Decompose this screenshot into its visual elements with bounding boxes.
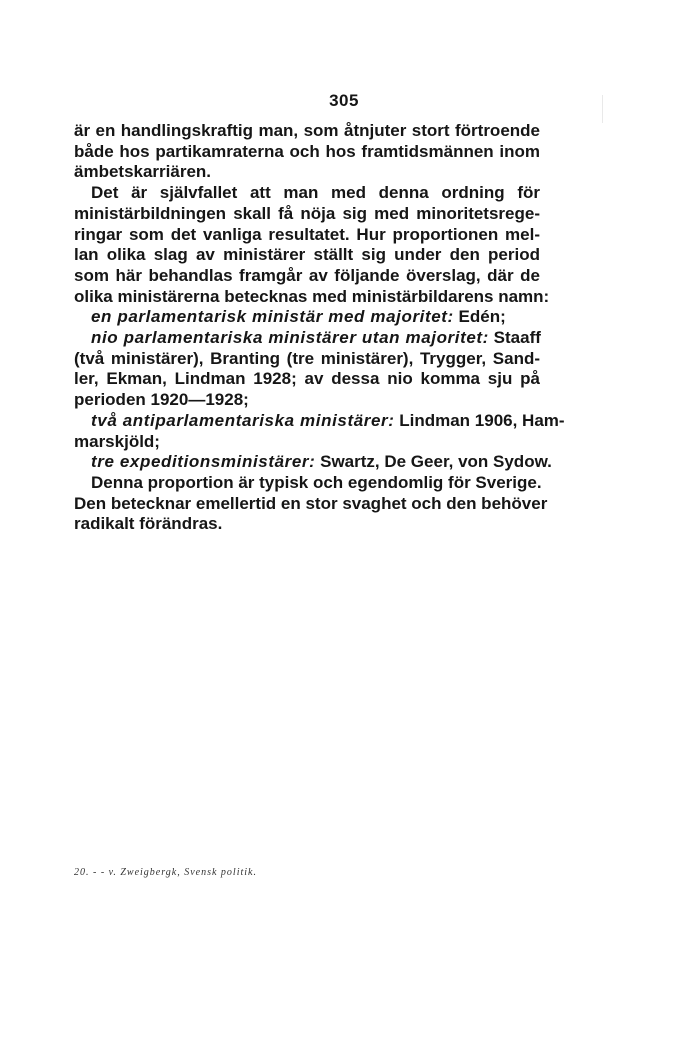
text-span: både hos partikamraterna och hos framtidsmännen inom — [74, 141, 540, 161]
text-line — [74, 142, 540, 163]
text-span: radikalt förändras. — [74, 514, 223, 534]
text-line — [74, 452, 552, 473]
text-line — [74, 369, 540, 390]
text-line — [74, 183, 540, 204]
text-span: som här behandlas framgår av följande överslag, där de — [74, 265, 540, 285]
italic-text: tre expeditionsministärer: — [91, 452, 316, 472]
text-span: Edén; — [453, 307, 506, 327]
text-line — [74, 432, 540, 453]
text-span: är en handlingskraftig man, som åtnjuter stort förtroende — [74, 121, 540, 140]
text-line — [74, 286, 550, 308]
text-span: Lindman 1906, Ham- — [394, 410, 565, 430]
text-span: perioden 1920—1928; — [74, 390, 249, 410]
text-span: olika ministärerna betecknas med ministärbildarens namn: — [74, 286, 550, 306]
italic-text: två antiparlamentariska ministärer: — [91, 410, 395, 430]
text-line — [74, 245, 540, 266]
page-number: 305 — [329, 91, 359, 110]
text-line — [74, 121, 540, 142]
text-span: (två ministärer), Branting (tre ministärer), Trygger, Sand- — [74, 348, 540, 368]
text-span: marskjöld; — [74, 431, 160, 451]
text-line — [74, 390, 540, 411]
text-line — [74, 493, 548, 515]
text-span: ämbetskarriären. — [74, 162, 212, 182]
text-line — [74, 349, 540, 370]
text-span: ringar som det vanliga resultatet. Hur proportionen mel- — [74, 224, 540, 244]
text-line — [74, 410, 565, 432]
text-span: ler, Ekman, Lindman 1928; av dessa nio komma sju på — [74, 369, 540, 389]
text-line — [74, 328, 540, 349]
italic-text: en parlamentarisk ministär med majoritet: — [91, 307, 454, 327]
text-line — [74, 204, 540, 225]
text-line — [74, 225, 540, 246]
text-span: Swartz, De Geer, von Sydow. — [315, 452, 552, 472]
text-span: lan olika slag av ministärer ställt sig under den period — [74, 245, 540, 265]
page-footer: 20. - - v. Zweigbergk, Svensk politik. — [74, 867, 257, 878]
text-line — [74, 162, 540, 183]
text-span: Denna proportion är typisk och egendomlig för Sverige. — [91, 472, 542, 492]
text-span: Det är självfallet att man med denna ordning för — [91, 183, 540, 203]
text-span: ministärbildningen skall få nöja sig med minoritetsrege- — [74, 203, 540, 223]
text-span: Staaff — [488, 328, 541, 348]
text-line — [74, 307, 540, 328]
text-line — [74, 473, 540, 494]
text-line — [74, 266, 540, 287]
body-text — [74, 121, 565, 535]
text-line — [74, 514, 540, 535]
text-span: Den betecknar emellertid en stor svaghet och den behöver — [74, 493, 548, 513]
italic-text: nio parlamentariska ministärer utan majoritet: — [91, 328, 489, 348]
